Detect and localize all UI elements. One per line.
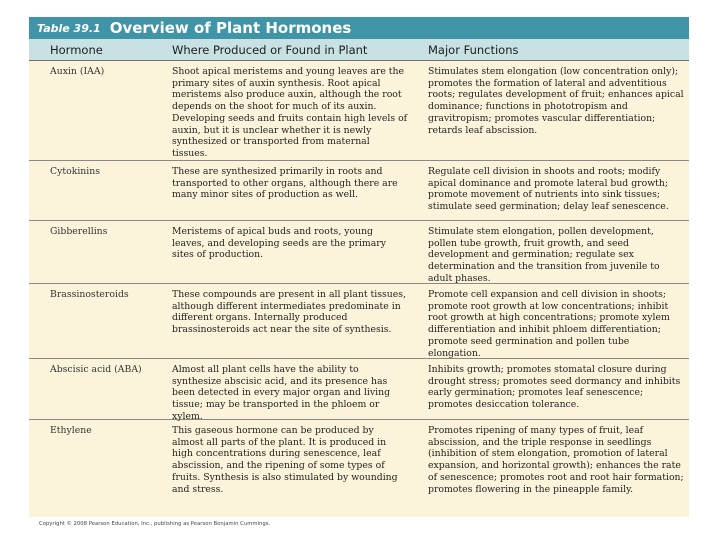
functions-cell: Stimulate stem elongation, pollen development, pollen tube growth, fruit growth, and seed development and germination; regulate sex determination and the transition from juvenile to adult phases. (428, 226, 660, 284)
table-row (29, 284, 689, 359)
header-where-produced: Where Produced or Found in Plant (172, 42, 368, 57)
copyright-notice: Copyright © 2008 Pearson Education, Inc., publishing as Pearson Benjamin Cummings. (39, 521, 271, 527)
table-row (29, 221, 689, 284)
header-hormone: Hormone (50, 42, 103, 57)
where-cell: These are synthesized primarily in roots and transported to other organs, although there are many minor sites of production as well. (172, 166, 398, 201)
table-slide (29, 17, 689, 517)
where-cell: Almost all plant cells have the ability to synthesize abscisic acid, and its presence has been detected in every major organ and living tissue; may be transported in the phloem or xylem. (172, 364, 391, 422)
where-cell: These compounds are present in all plant tissues, although different intermediates predominate in different organs. Internally produced brassinosteroids act near the site of synthesis. (172, 289, 407, 336)
table-title: Overview of Plant Hormones (109, 19, 352, 37)
table-number: Table 39.1 (37, 21, 101, 35)
hormone-cell: Ethylene (50, 425, 92, 436)
functions-cell: Promote cell expansion and cell division in shoots; promote root growth at low concentrations; inhibit root growth at high concentrations; promote xylem differentiation and inhibit phloem differentiation; promote seed germination and pollen tube elongation. (428, 289, 670, 359)
functions-cell: Inhibits growth; promotes stomatal closure during drought stress; promotes seed dormancy and inhibits early germination; promotes leaf senescence; promotes desiccation tolerance. (428, 364, 681, 411)
hormone-cell: Gibberellins (50, 226, 108, 237)
table-row (29, 359, 689, 420)
where-cell: Meristems of apical buds and roots, young leaves, and developing seeds are the primary sites of production. (172, 226, 386, 261)
table-row (29, 61, 689, 161)
where-cell: This gaseous hormone can be produced by almost all parts of the plant. It is produced in high concentrations during senescence, leaf abscission, and the ripening of some types of fruits. Synthesis is also stimulated by wounding and stress. (172, 425, 398, 495)
hormone-cell: Auxin (IAA) (50, 66, 105, 77)
hormone-cell: Abscisic acid (ABA) (50, 364, 142, 375)
header-major-functions: Major Functions (428, 42, 519, 57)
where-cell: Shoot apical meristems and young leaves are the primary sites of auxin synthesis. Root apical meristems also produce auxin, although the root depends on the shoot for much of its auxin. Developing seeds and fruits contain high levels of auxin, but it is unclear whether it is newly synthesized or transported from maternal tissues. (172, 66, 408, 159)
table-header-row (29, 39, 689, 61)
hormone-cell: Brassinosteroids (50, 289, 129, 300)
functions-cell: Regulate cell division in shoots and roots; modify apical dominance and promote lateral bud growth; promote movement of nutrients into sink tissues; stimulate seed germination; delay leaf senescence. (428, 166, 669, 213)
hormone-cell: Cytokinins (50, 166, 101, 177)
table-title-bar (29, 17, 689, 39)
functions-cell: Promotes ripening of many types of fruit, leaf abscission, and the triple response in seedlings (inhibition of stem elongation, promotion of lateral expansion, and horizontal growth); enhances the rate of senescence; promotes root and root hair formation; promotes flowering in the pineapple family. (428, 425, 684, 495)
table-row (29, 161, 689, 221)
table-row (29, 420, 689, 510)
table-body (29, 61, 689, 510)
functions-cell: Stimulates stem elongation (low concentration only); promotes the formation of lateral and adventitious roots; regulates development of fruit; enhances apical dominance; functions in phototropism and gravitropism; promotes vascular differentiation; retards leaf abscission. (428, 66, 684, 136)
